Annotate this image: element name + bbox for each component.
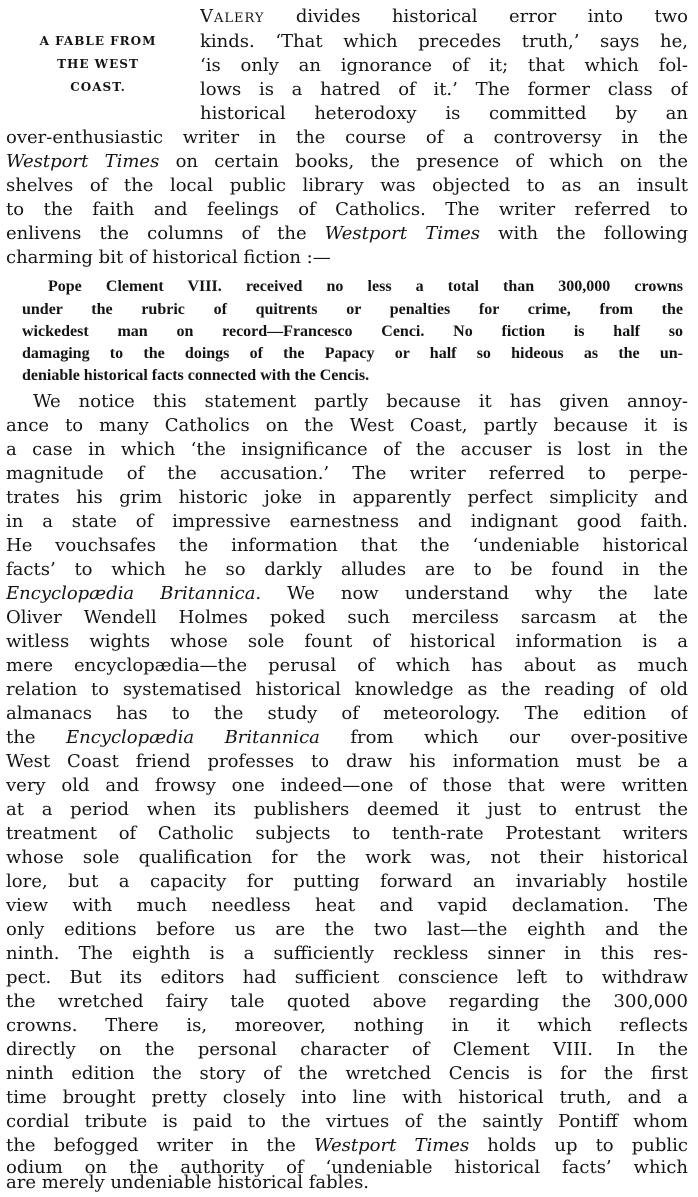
commentary-line-9: Encyclopædia Britannica. We now understand why the late (6, 583, 688, 604)
commentary-line-15: the Encyclopædia Britannica from which our over-positive (6, 727, 688, 748)
article-line-2: kinds. ‘That which precedes truth,’ says he, (200, 31, 688, 52)
commentary-line-1: We notice this statement partly because it has given annoy- (33, 391, 688, 412)
article-line-6: over-enthusiastic writer in the course of a controversy in the (6, 127, 688, 148)
commentary-line-18: at a period when its publishers deemed it just to entrust the (6, 799, 688, 820)
quote-line-2: under the rubric of quitrents or penalties for crime, from the (22, 301, 683, 318)
commentary-line-19: treatment of Catholic subjects to tenth-rate Protestant writers (6, 823, 688, 844)
article-line-7: Westport Times on certain books, the presence of which on the (6, 151, 688, 172)
commentary-line-21: lore, but a capacity for putting forward an invariably hostile (6, 871, 688, 892)
commentary-line-11: witless wights whose sole fount of historical information is a (6, 631, 688, 652)
quote-line-4: damaging to the doings of the Papacy or half so hideous as the un- (22, 345, 683, 362)
commentary-line-3: a case in which ‘the insignificance of the accuser is lost in the (6, 439, 688, 460)
commentary-line-8: facts’ to which he so darkly alludes are to be found in the (6, 559, 688, 580)
publication-title: Westport Times (314, 1135, 470, 1156)
commentary-line-28: directly on the personal character of Clement VIII. In the (6, 1039, 688, 1060)
commentary-line-32: the befogged writer in the Westport Times holds up to public (6, 1135, 688, 1156)
side-heading-line-2: THE WEST (57, 57, 139, 71)
side-heading-line-3: COAST. (70, 80, 126, 94)
commentary-line-5: trates his grim historic joke in apparently perfect simplicity and (6, 487, 688, 508)
quote-line-3: wickedest man on record—Francesco Cenci. No fiction is half so (22, 323, 683, 340)
commentary-line-29: ninth edition the story of the wretched Cencis is for the first (6, 1063, 688, 1084)
side-heading-line-1: A FABLE FROM (39, 34, 157, 48)
article-line-5: historical heterodoxy is committed by an (200, 103, 688, 124)
commentary-line-23: only editions before us are the two last—the eighth and the (6, 919, 688, 940)
quote-line-5: deniable historical facts connected with the Cencis. (22, 367, 370, 384)
commentary-line-13: relation to systematised historical knowledge as the reading of old (6, 679, 688, 700)
article-line-10: enlivens the columns of the Westport Times with the following (6, 223, 688, 244)
drop-word: Valery (200, 6, 265, 27)
article-line-8: shelves of the local public library was objected to as an insult (6, 175, 688, 196)
article-line-3: ‘is only an ignorance of it; that which fol- (200, 55, 688, 76)
commentary-line-33: odium on the authority of ‘undeniable historical facts’ which (6, 1157, 688, 1178)
commentary-line-27: crowns. There is, moreover, nothing in it which reflects (6, 1015, 688, 1036)
commentary-line-26: the wretched fairy tale quoted above regarding the 300,000 (6, 991, 688, 1012)
commentary-line-6: in a state of impressive earnestness and indignant good faith. (6, 511, 688, 532)
commentary-line-2: ance to many Catholics on the West Coast, partly because it is (6, 415, 688, 436)
article-line-9: to the faith and feelings of Catholics. The writer referred to (6, 199, 688, 220)
commentary-line-4: magnitude of the accusation.’ The writer referred to perpe- (6, 463, 688, 484)
commentary-line-25: pect. But its editors had sufficient conscience left to withdraw (6, 967, 688, 988)
publication-title: Westport Times (6, 151, 160, 172)
article-line-4: lows is a hatred of it.’ The former class of (200, 79, 688, 100)
publication-title: Westport Times (324, 223, 480, 244)
article-line-11: charming bit of historical fiction :— (6, 247, 331, 268)
commentary-line-20: whose sole qualification for the work was, not their historical (6, 847, 688, 868)
encyclopedia-title: Encyclopædia Britannica. (6, 583, 262, 604)
quote-line-1: Pope Clement VIII. received no less a total than 300,000 crowns (48, 278, 683, 295)
commentary-line-12: mere encyclopædia—the perusal of which has about as much (6, 655, 688, 676)
commentary-line-16: West Coast friend professes to draw his information must be a (6, 751, 688, 772)
commentary-line-24: ninth. The eighth is a sufficiently reckless sinner in this res- (6, 943, 688, 964)
article-line-1: Valery divides historical error into two (200, 6, 688, 27)
commentary-line-30: time brought pretty closely into line with historical truth, and a (6, 1087, 688, 1108)
commentary-line-31: cordial tribute is paid to the virtues of the saintly Pontiff whom (6, 1111, 688, 1132)
commentary-line-7: He vouchsafes the information that the ‘undeniable historical (6, 535, 688, 556)
commentary-line-14: almanacs has to the study of meteorology. The edition of (6, 703, 688, 724)
commentary-line-22: view with much needless heat and vapid declamation. The (6, 895, 688, 916)
encyclopedia-title: Encyclopædia Britannica (65, 727, 320, 748)
commentary-line-17: very old and frowsy one indeed—one of those that were written (6, 775, 688, 796)
commentary-line-10: Oliver Wendell Holmes poked such merciless sarcasm at the (6, 607, 688, 628)
commentary-line-34: are merely undeniable historical fables. (6, 1172, 370, 1193)
